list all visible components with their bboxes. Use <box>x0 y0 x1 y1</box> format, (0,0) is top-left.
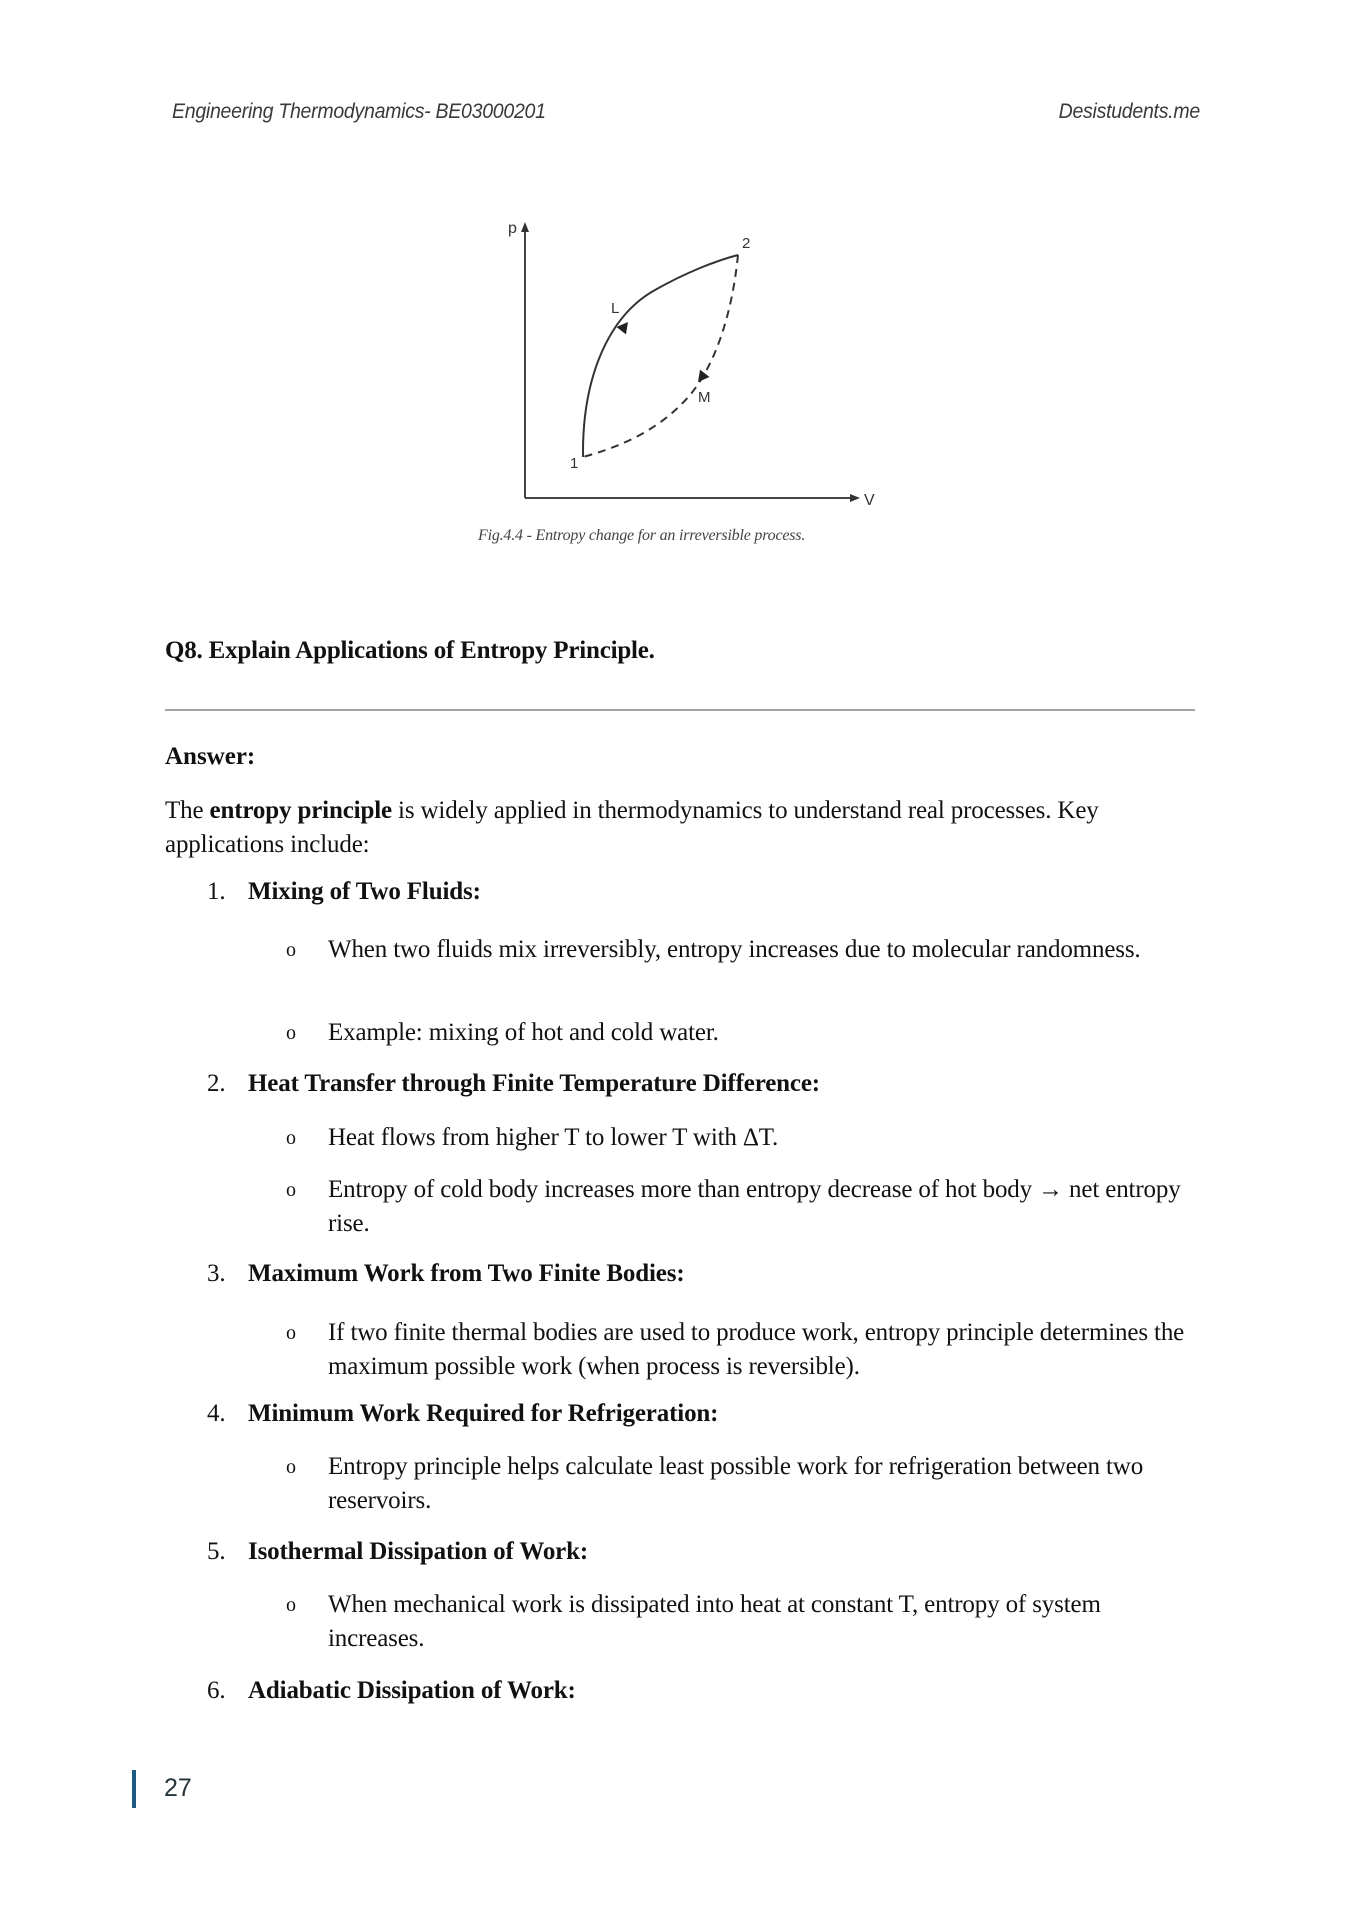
section-divider <box>165 709 1195 711</box>
hollow-bullet-icon: o <box>286 939 296 961</box>
path-L-label: L <box>611 300 620 317</box>
question-heading: Q8. Explain Applications of Entropy Principle. <box>165 637 655 664</box>
header-site-name: Desistudents.me <box>1058 100 1200 123</box>
item-number: 2. <box>207 1070 226 1097</box>
bullet-text: When two fluids mix irreversibly, entropy increases due to molecular randomness. <box>328 936 1141 963</box>
item-title: Mixing of Two Fluids: <box>248 878 481 905</box>
hollow-bullet-icon: o <box>286 1179 296 1201</box>
bullet-text: Heat flows from higher T to lower T with ΔT. <box>328 1124 779 1151</box>
pv-diagram-figure <box>470 205 930 565</box>
bullet-text: If two finite thermal bodies are used to produce work, entropy principle determines the maximum possible work (when process is reversible). <box>328 1319 1185 1380</box>
intro-post: is widely applied in thermodynamics to understand real processes. Key applications include: <box>165 797 1099 858</box>
bullet-text: When mechanical work is dissipated into heat at constant T, entropy of system increases. <box>328 1591 1101 1652</box>
item-title: Isothermal Dissipation of Work: <box>248 1538 589 1565</box>
item-number: 5. <box>207 1538 226 1565</box>
path-L-curve <box>583 255 738 457</box>
hollow-bullet-icon: o <box>286 1322 296 1344</box>
bullet-text: Example: mixing of hot and cold water. <box>328 1019 719 1046</box>
item-title: Maximum Work from Two Finite Bodies: <box>248 1260 685 1287</box>
p-axis-label: p <box>508 220 517 237</box>
hollow-bullet-icon: o <box>286 1022 296 1044</box>
figure-caption: Fig.4.4 - Entropy change for an irreversible process. <box>478 527 806 544</box>
intro-bold-term: entropy principle <box>209 797 392 824</box>
path-M-arrow-icon <box>693 370 709 386</box>
item-number: 6. <box>207 1677 226 1704</box>
point-1-label: 1 <box>570 455 579 472</box>
bullet-text: Entropy principle helps calculate least possible work for refrigeration between two reservoirs. <box>328 1453 1144 1514</box>
item-number: 1. <box>207 878 226 905</box>
item-number: 4. <box>207 1400 226 1427</box>
bullet-text: Entropy of cold body increases more than entropy decrease of hot body → net entropy rise. <box>328 1176 1181 1237</box>
item-number: 3. <box>207 1260 226 1287</box>
page-number: 27 <box>164 1774 192 1802</box>
footer-accent-bar <box>132 1770 136 1808</box>
intro-paragraph <box>165 794 1195 862</box>
hollow-bullet-icon: o <box>286 1127 296 1149</box>
path-M-label: M <box>698 389 711 406</box>
pv-diagram <box>470 205 930 535</box>
v-axis-label: V <box>864 492 875 509</box>
header-course-title: Engineering Thermodynamics- BE03000201 <box>172 100 546 123</box>
path-M-curve <box>583 255 738 457</box>
item-title: Minimum Work Required for Refrigeration: <box>248 1400 719 1427</box>
point-2-label: 2 <box>742 235 751 252</box>
item-title: Heat Transfer through Finite Temperature Difference: <box>248 1070 820 1097</box>
hollow-bullet-icon: o <box>286 1456 296 1478</box>
hollow-bullet-icon: o <box>286 1594 296 1616</box>
item-title: Adiabatic Dissipation of Work: <box>248 1677 576 1704</box>
intro-pre: The <box>165 797 210 824</box>
answer-label: Answer: <box>165 743 256 770</box>
